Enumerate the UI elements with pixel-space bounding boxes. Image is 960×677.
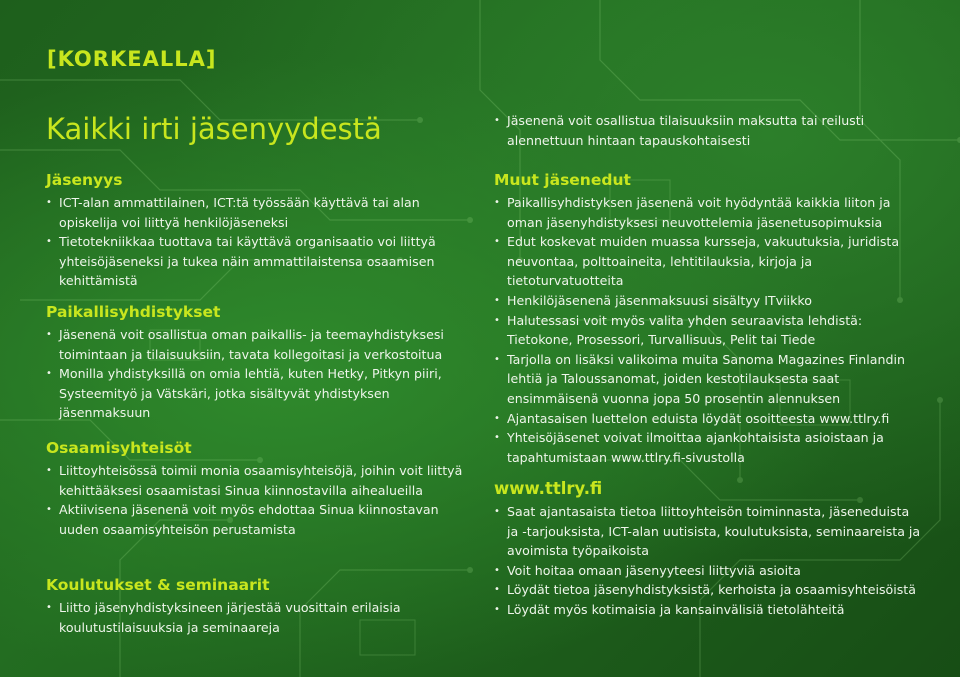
- bullet-list: [494, 111, 924, 150]
- list-item: • Paikallisyhdistyksen jäsenenä voit hyödyntää kaikkia liiton ja oman jäsenyhdistyksesi neuvottelemia jäsenetusopimuksia: [494, 193, 924, 232]
- list-item: • Liitto jäsenyhdistyksineen järjestää vuosittain erilaisia koulutustilaisuuksia ja seminaareja: [46, 598, 466, 637]
- website-heading[interactable]: www.ttlry.fi: [494, 479, 603, 498]
- section-heading: Osaamisyhteisöt: [46, 439, 192, 457]
- list-item: • Löydät tietoa jäsenyhdistyksistä, kerhoista ja osaamisyhteisöistä: [494, 580, 924, 600]
- bullet-list: [46, 325, 466, 423]
- list-item: • Aktiivisena jäsenenä voit myös ehdottaa Sinua kiinnostavan uuden osaamisyhteisön perustamista: [46, 500, 466, 539]
- list-item: • Edut koskevat muiden muassa kursseja, vakuutuksia, juridista neuvontaa, polttoaineita, lehtitilauksia, kirjoja ja tietoturvatuotteita: [494, 232, 924, 291]
- bullet-list: [494, 193, 924, 467]
- list-item: • Henkilöjäsenenä jäsenmaksuusi sisältyy ITviikko: [494, 291, 924, 311]
- section-osaamisyhteisot: [46, 438, 466, 539]
- list-item: • Löydät myös kotimaisia ja kansainvälisiä tietolähteitä: [494, 600, 924, 620]
- bullet-list: [494, 502, 924, 620]
- section-heading: Paikallisyhdistykset: [46, 303, 221, 321]
- section-heading: Koulutukset & seminaarit: [46, 576, 270, 594]
- section-koulutukset: [46, 575, 466, 637]
- bullet-list: [46, 598, 466, 637]
- section-paikallisyhdistykset: [46, 302, 466, 423]
- list-item: • ICT-alan ammattilainen, ICT:tä työssään käyttävä tai alan opiskelija voi liittyä henkilöjäseneksi: [46, 193, 466, 232]
- section-website: [494, 479, 924, 620]
- section-jasenyys: [46, 170, 466, 291]
- list-item: • Liittoyhteisössä toimii monia osaamisyhteisöjä, joihin voit liittyä kehittääksesi osaamistasi Sinua kiinnostavilla aihealueilla: [46, 461, 466, 500]
- list-item: • Ajantasaisen luettelon eduista löydät osoitteesta www.ttlry.fi: [494, 409, 924, 429]
- list-item: • Monilla yhdistyksillä on omia lehtiä, kuten Hetky, Pitkyn piiri, Systeemityö ja Vätskäri, jotka sisältyvät yhdistyksen jäsenmaksuun: [46, 364, 466, 423]
- list-item: • Halutessasi voit myös valita yhden seuraavista lehdistä: Tietokone, Prosessori, Turvallisuus, Pelit tai Tiede: [494, 311, 924, 350]
- bullet-list: [46, 193, 466, 291]
- list-item: • Jäsenenä voit osallistua oman paikallis- ja teemayhdistyksesi toimintaan ja tilaisuuksiin, tavata kollegoitasi ja verkostoitua: [46, 325, 466, 364]
- list-item: • Yhteisöjäsenet voivat ilmoittaa ajankohtaisista asioistaan ja tapahtumistaan www.ttlry.fi-sivustolla: [494, 428, 924, 467]
- bullet-list: [46, 461, 466, 539]
- list-item: • Tarjolla on lisäksi valikoima muita Sanoma Magazines Finlandin lehtiä ja Taloussanomat, joiden kestotilauksesta saat ensimmäisenä vuonna jopa 50 prosentin alennuksen: [494, 350, 924, 409]
- kicker-label: [KORKEALLA]: [47, 47, 217, 71]
- section-heading: Jäsenyys: [46, 171, 123, 189]
- list-item: • Tietotekniikkaa tuottava tai käyttävä organisaatio voi liittyä yhteisöjäseneksi ja tukea näin ammattilaistensa osaamisen kehittämistä: [46, 232, 466, 291]
- section-intro: [494, 111, 924, 150]
- list-item: • Saat ajantasaista tietoa liittoyhteisön toiminnasta, jäseneduista ja -tarjouksista, ICT-alan uutisista, koulutuksista, seminaareista ja avoimista työpaikoista: [494, 502, 924, 561]
- list-item: • Voit hoitaa omaan jäsenyyteesi liittyviä asioita: [494, 561, 924, 581]
- page-title: Kaikki irti jäsenyydestä: [46, 112, 382, 146]
- list-item: • Jäsenenä voit osallistua tilaisuuksiin maksutta tai reilusti alennettuun hintaan tapauskohtaisesti: [494, 111, 924, 150]
- section-muut-jasenedut: [494, 170, 924, 467]
- section-heading: Muut jäsenedut: [494, 171, 631, 189]
